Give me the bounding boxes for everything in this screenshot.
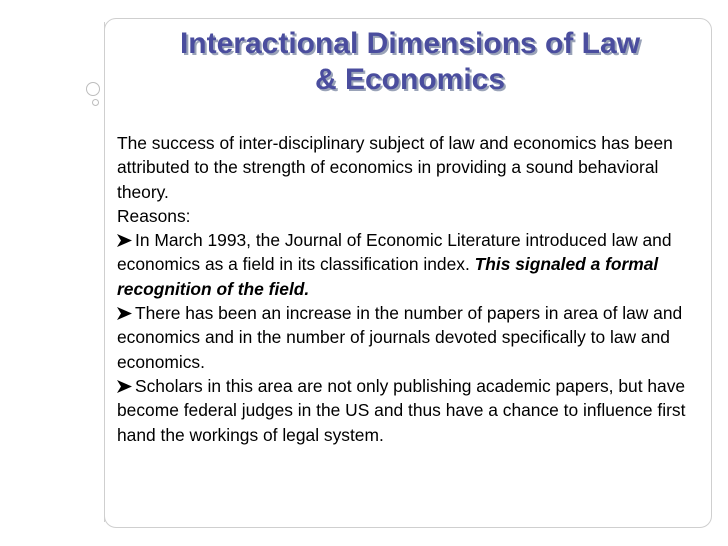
bullet-item — [117, 374, 692, 447]
slide-body — [117, 131, 692, 447]
reasons-label: Reasons: — [117, 205, 191, 226]
arrowhead-bullet-icon — [117, 380, 132, 393]
slide-divider — [104, 22, 105, 522]
title-line-2: & Economics — [314, 63, 506, 96]
intro-paragraph: The success of inter-disciplinary subject of law and economics has been attributed to the strength of economics in providing a sound behavioral theory. — [117, 133, 673, 202]
decorative-circle-small — [92, 99, 99, 106]
bullet-item — [117, 301, 692, 374]
title-line-1: Interactional Dimensions of Law — [179, 27, 641, 60]
bullet-text: In March 1993, the Journal of Economic Literature introduced law and economics as a field in its classification index. — [117, 230, 672, 275]
bullet-item — [117, 228, 692, 301]
decorative-circle-large — [86, 82, 100, 96]
bullet-text: Scholars in this area are not only publishing academic papers, but have become federal judges in the US and thus have a chance to influence first hand the workings of legal system. — [117, 375, 686, 445]
bullet-emphasis: This signaled a formal recognition of the field. — [117, 254, 659, 299]
arrowhead-bullet-icon — [117, 307, 132, 320]
slide-title — [108, 26, 712, 98]
arrowhead-bullet-icon — [117, 234, 132, 247]
bullet-text: There has been an increase in the number of papers in area of law and economics and in the number of journals devoted specifically to law and economics. — [117, 303, 683, 372]
